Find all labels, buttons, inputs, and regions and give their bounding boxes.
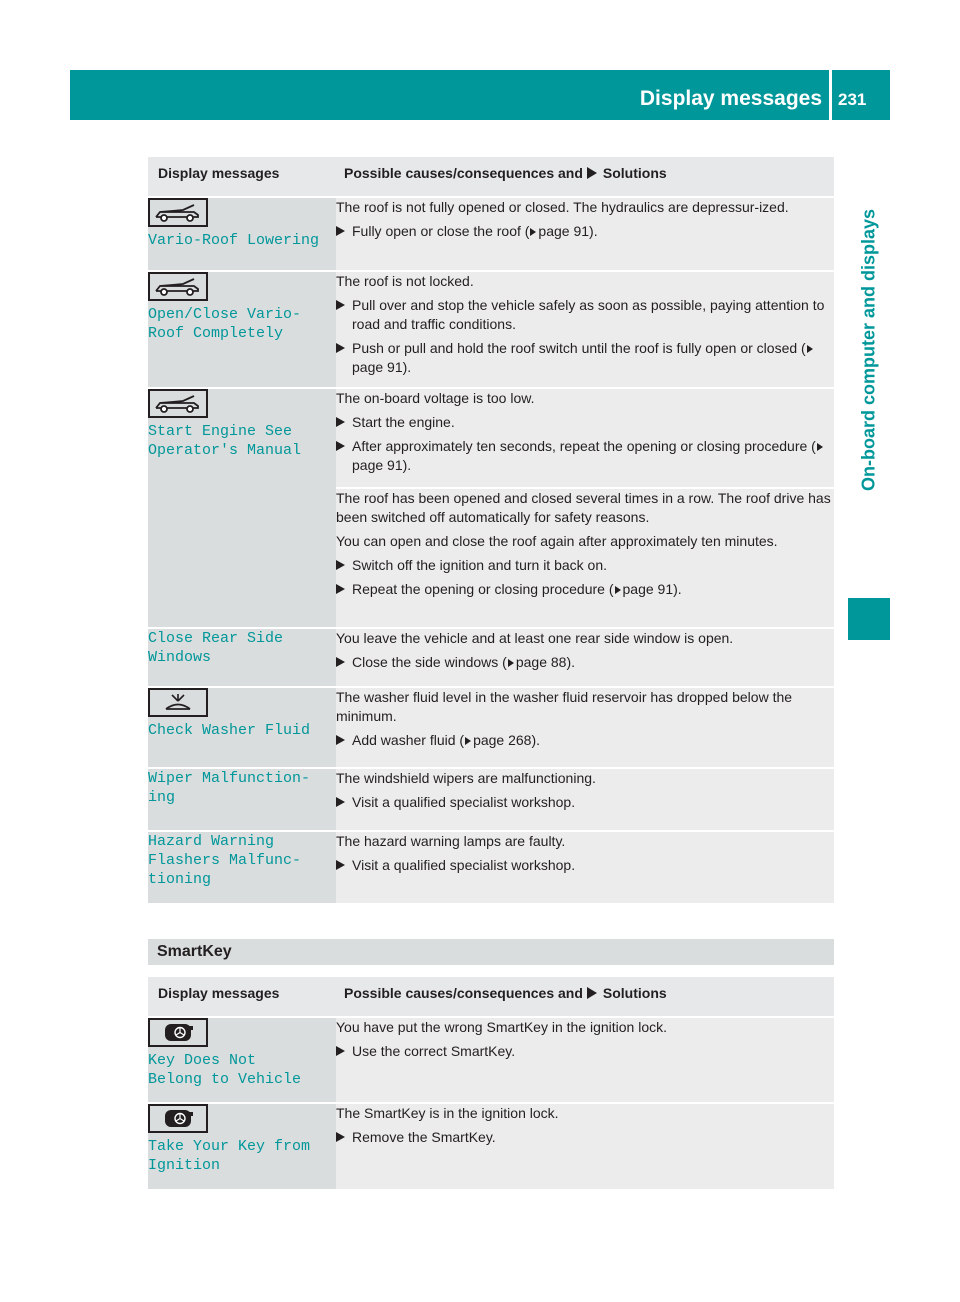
message-text-line: Take Your Key from xyxy=(148,1138,311,1155)
solution-step: Visit a qualified specialist workshop. xyxy=(336,856,834,875)
cause-text: The hazard warning lamps are faulty. xyxy=(336,833,566,849)
cause-text: You can open and close the roof again after approximately ten minutes. xyxy=(336,533,778,549)
message-text-line: Ignition xyxy=(148,1157,221,1174)
washer-fluid-icon xyxy=(148,688,208,717)
cause-text: You leave the vehicle and at least one rear side window is open. xyxy=(336,630,734,646)
display-messages-table xyxy=(148,155,834,903)
smartkey-messages-table xyxy=(148,975,834,1189)
col-header-causes: Possible causes/consequences and Solutions xyxy=(344,165,667,181)
section-heading-smartkey: SmartKey xyxy=(148,939,834,965)
table-row xyxy=(148,271,834,388)
message-text-line: Hazard Warning xyxy=(148,833,275,850)
table-header-row xyxy=(148,156,834,197)
message-text-line: Open/Close Vario- xyxy=(148,306,302,323)
step-arrow-icon xyxy=(336,584,345,594)
solution-step: Switch off the ignition and turn it back on. xyxy=(336,556,834,575)
message-text-line: Roof Completely xyxy=(148,325,284,342)
message-text-line: Wiper Malfunction- xyxy=(148,770,311,787)
solution-step: After approximately ten seconds, repeat the opening or closing procedure (page 91). xyxy=(336,437,834,475)
message-text-line: Start Engine See xyxy=(148,423,293,440)
page-title: Display messages xyxy=(639,87,822,110)
page-ref-icon xyxy=(615,586,621,594)
page-ref-icon xyxy=(465,737,471,745)
solution-arrow-icon xyxy=(587,167,597,179)
message-text-line: Operator's Manual xyxy=(148,442,302,459)
page-header xyxy=(70,70,890,120)
table-row xyxy=(148,1103,834,1189)
page-ref-icon xyxy=(807,345,813,353)
cause-text: You have put the wrong SmartKey in the ignition lock. xyxy=(336,1019,668,1035)
solution-step: Repeat the opening or closing procedure ( page 91). xyxy=(336,580,834,599)
smartkey-icon xyxy=(148,1104,208,1133)
step-arrow-icon xyxy=(336,343,345,353)
page-ref-icon xyxy=(530,228,536,236)
step-arrow-icon xyxy=(336,560,345,570)
solution-step: Use the correct SmartKey. xyxy=(336,1042,834,1061)
solution-step: Remove the SmartKey. xyxy=(336,1128,834,1147)
step-arrow-icon xyxy=(336,441,345,451)
page-number: 231 xyxy=(838,90,867,109)
solution-step: Start the engine. xyxy=(336,413,834,432)
step-arrow-icon xyxy=(336,797,345,807)
table-header-row xyxy=(148,976,834,1017)
cause-text: The windshield wipers are malfunctioning. xyxy=(336,770,596,786)
cause-text: The SmartKey is in the ignition lock. xyxy=(336,1105,559,1121)
message-text-line: Key Does Not xyxy=(148,1052,257,1069)
table-row xyxy=(148,687,834,768)
solution-arrow-icon xyxy=(587,987,597,999)
col-header-causes: Possible causes/consequences and Solutions xyxy=(344,985,667,1001)
message-text-line: Close Rear Side xyxy=(148,630,284,647)
step-arrow-icon xyxy=(336,657,345,667)
solution-step: Pull over and stop the vehicle safely as soon as possible, paying attention to road and traffic conditions. xyxy=(336,296,834,334)
solution-step: Fully open or close the roof ( page 91). xyxy=(336,222,834,241)
message-text-line: tioning xyxy=(148,871,212,888)
col-header-messages: Display messages xyxy=(158,985,280,1001)
message-text-line: Belong to Vehicle xyxy=(148,1071,302,1088)
solution-step: Close the side windows ( page 88). xyxy=(336,653,834,672)
header-divider xyxy=(829,70,832,120)
solution-step: Visit a qualified specialist workshop. xyxy=(336,793,834,812)
cause-text: The roof is not locked. xyxy=(336,273,474,289)
roof-icon xyxy=(148,272,208,301)
roof-icon xyxy=(148,389,208,418)
message-text: Vario-Roof Lowering xyxy=(148,232,320,249)
step-arrow-icon xyxy=(336,735,345,745)
step-arrow-icon xyxy=(336,226,345,236)
step-arrow-icon xyxy=(336,1132,345,1142)
table-row xyxy=(148,768,834,831)
table-row xyxy=(148,831,834,903)
roof-icon xyxy=(148,198,208,227)
page-ref-icon xyxy=(817,443,823,451)
message-text: Check Washer Fluid xyxy=(148,722,311,739)
step-arrow-icon xyxy=(336,1046,345,1056)
solution-step: Add washer fluid ( page 268). xyxy=(336,731,834,750)
step-arrow-icon xyxy=(336,300,345,310)
cause-text: The roof has been opened and closed several times in a row. The roof drive has been switched off automatically for safety reasons. xyxy=(336,490,831,525)
chapter-tab xyxy=(848,120,890,580)
step-arrow-icon xyxy=(336,860,345,870)
message-text-line: ing xyxy=(148,789,176,806)
step-arrow-icon xyxy=(336,417,345,427)
cause-text: The on-board voltage is too low. xyxy=(336,390,535,406)
table-row xyxy=(148,197,834,271)
solution-step: Push or pull and hold the roof switch until the roof is fully open or closed (page 91). xyxy=(336,339,834,377)
table-row xyxy=(148,1017,834,1103)
smartkey-icon xyxy=(148,1018,208,1047)
table-row xyxy=(148,628,834,687)
chapter-label: On-board computer and displays xyxy=(858,208,879,492)
cause-text: The washer fluid level in the washer fluid reservoir has dropped below the minimum. xyxy=(336,689,793,724)
cause-text: The roof is not fully opened or closed. The hydraulics are depressur-ized. xyxy=(336,199,789,215)
message-text-line: Flashers Malfunc- xyxy=(148,852,302,869)
page-ref-icon xyxy=(508,659,514,667)
message-text-line: Windows xyxy=(148,649,212,666)
chapter-marker xyxy=(848,598,890,640)
table-row xyxy=(148,388,834,488)
col-header-messages: Display messages xyxy=(158,165,280,181)
